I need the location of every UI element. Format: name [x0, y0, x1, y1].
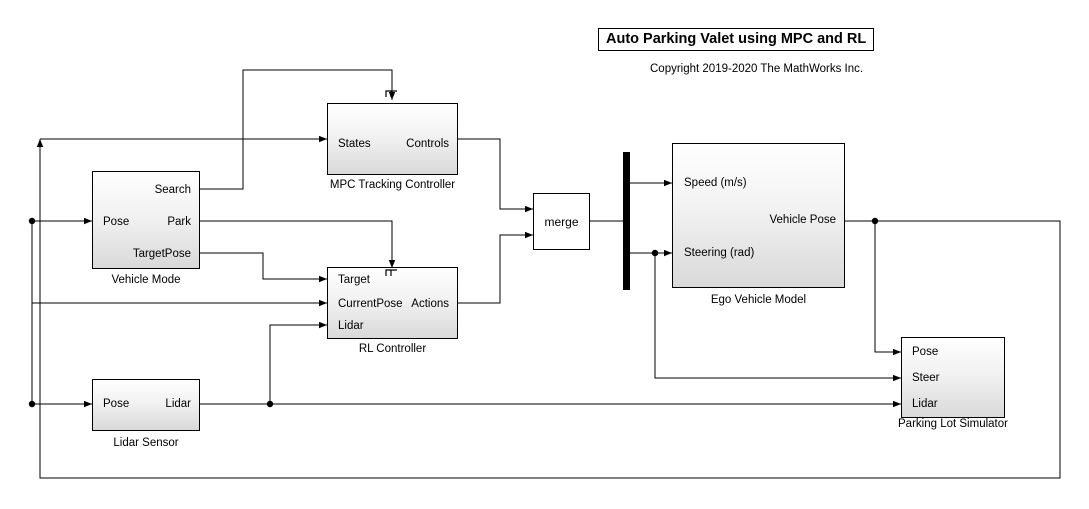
label-vehicle-mode: Vehicle Mode — [111, 274, 181, 286]
port-rl-currentpose: CurrentPose — [338, 298, 403, 310]
enable-port-icon-rl — [385, 268, 399, 277]
port-mpc-controls: Controls — [406, 138, 449, 150]
port-mpc-states: States — [338, 138, 371, 150]
port-ego-speed: Speed (m/s) — [684, 177, 747, 189]
label-ego-vehicle-model: Ego Vehicle Model — [710, 294, 807, 306]
block-lidar-sensor[interactable] — [92, 379, 200, 431]
port-vehiclemode-park: Park — [167, 216, 191, 228]
port-vehiclemode-targetpose: TargetPose — [132, 248, 191, 260]
block-vehicle-mode[interactable] — [92, 171, 200, 269]
port-vehiclemode-pose: Pose — [103, 216, 130, 228]
port-rl-lidar: Lidar — [338, 320, 364, 332]
port-lidarsensor-lidar: Lidar — [165, 398, 191, 410]
port-ego-vehicle-pose: Vehicle Pose — [769, 214, 836, 226]
label-lidar-sensor: Lidar Sensor — [113, 437, 179, 449]
block-merge[interactable] — [533, 193, 590, 250]
block-rl-controller[interactable] — [327, 267, 458, 339]
block-mpc-tracking-controller[interactable] — [327, 103, 458, 175]
port-vehiclemode-search: Search — [154, 184, 191, 196]
port-lidarsensor-pose: Pose — [103, 398, 130, 410]
block-ego-vehicle-model[interactable] — [672, 143, 845, 288]
port-parking-lidar: Lidar — [912, 398, 938, 410]
port-rl-target: Target — [338, 274, 370, 286]
port-parking-steer: Steer — [912, 372, 940, 384]
label-mpc-tracking-controller: MPC Tracking Controller — [329, 179, 456, 191]
enable-port-icon-mpc — [385, 89, 399, 98]
label-merge: merge — [544, 214, 579, 229]
page-title: Auto Parking Valet using MPC and RL — [598, 28, 874, 51]
block-parking-lot-simulator[interactable] — [901, 337, 1005, 418]
mux-bar[interactable] — [623, 152, 630, 290]
label-parking-lot-simulator: Parking Lot Simulator — [898, 418, 1008, 430]
copyright-text: Copyright 2019-2020 The MathWorks Inc. — [650, 63, 864, 75]
port-rl-actions: Actions — [411, 298, 449, 310]
label-rl-controller: RL Controller — [358, 343, 427, 355]
port-parking-pose: Pose — [912, 346, 939, 358]
port-ego-steering: Steering (rad) — [684, 247, 755, 259]
